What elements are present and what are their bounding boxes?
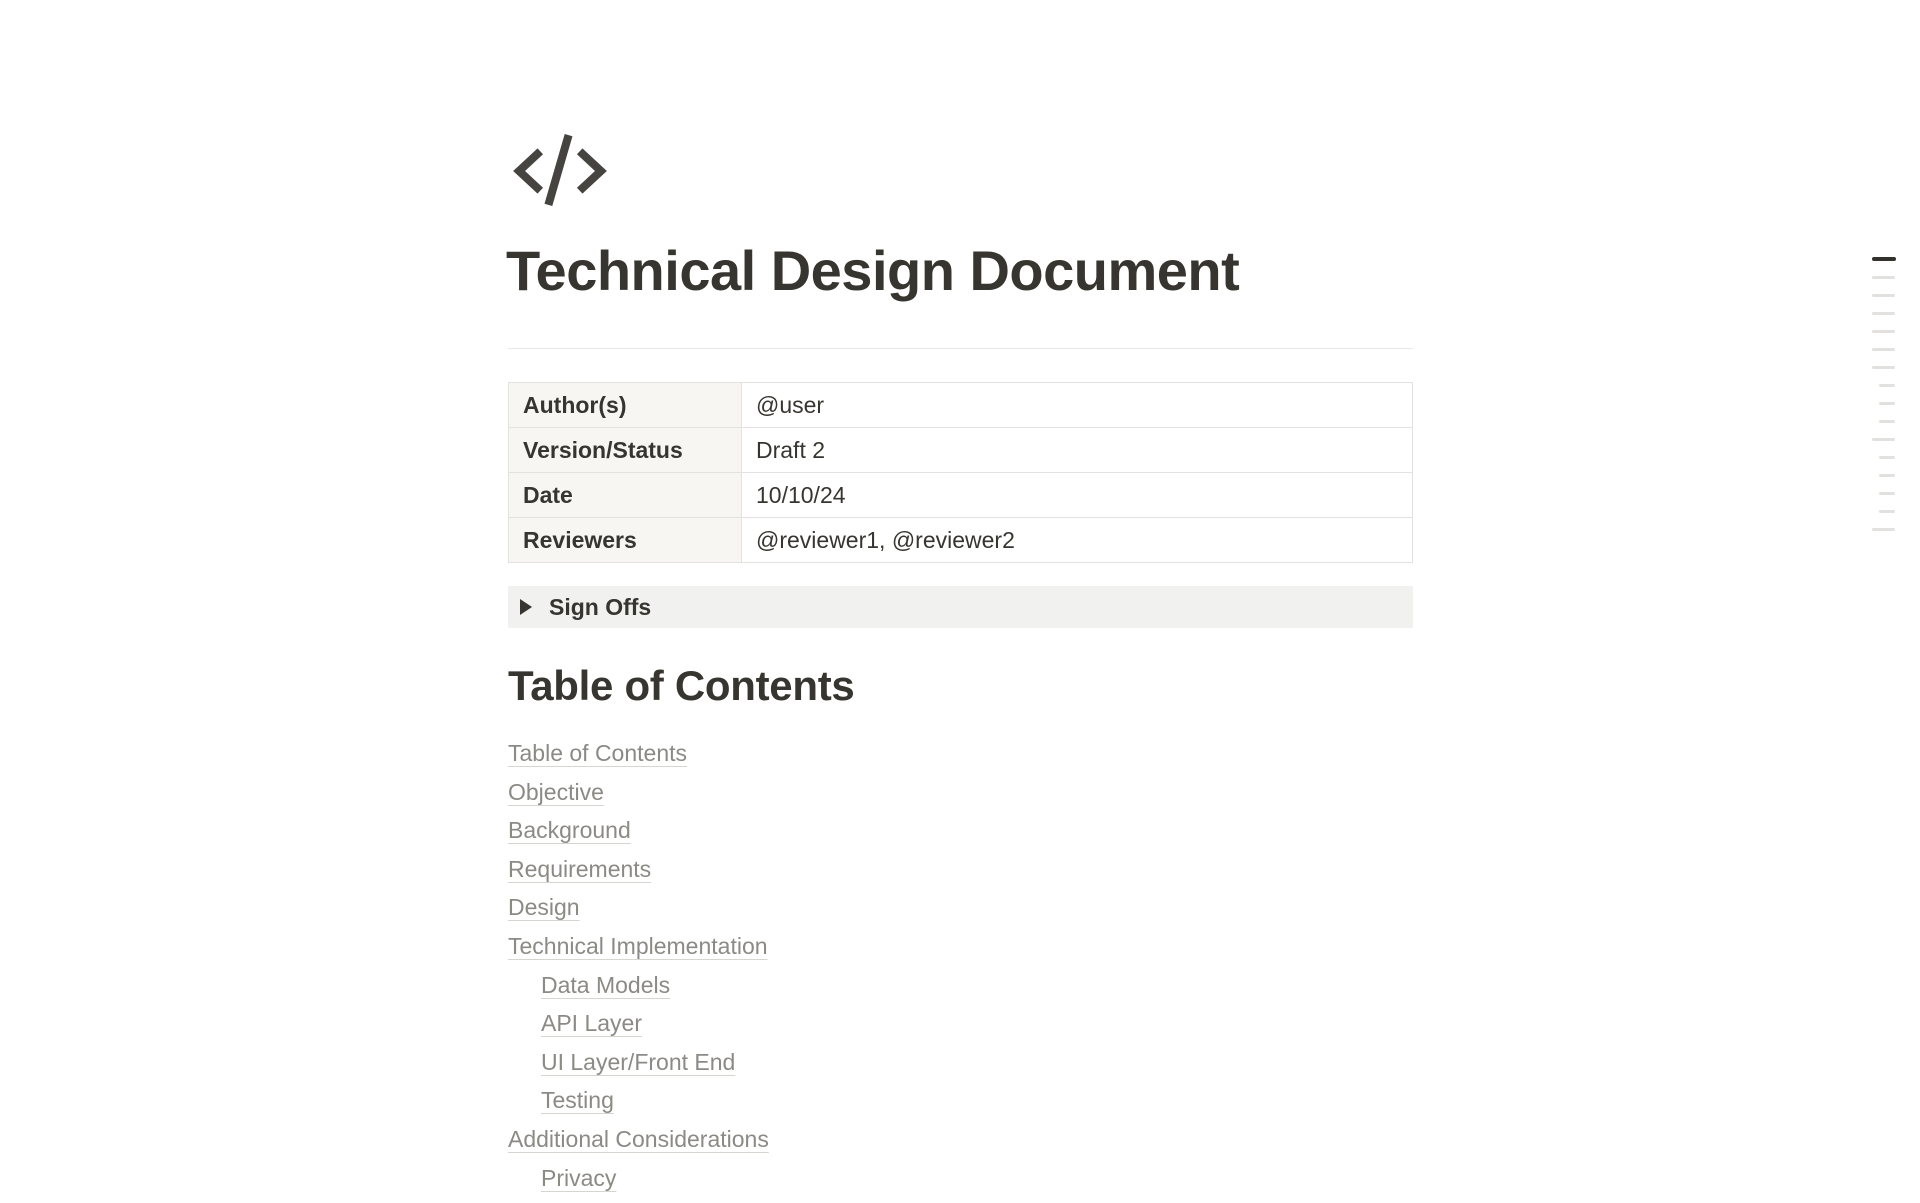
sign-offs-toggle[interactable]: [508, 586, 1413, 628]
outline-rail-dash[interactable]: [1872, 438, 1895, 441]
toc-item: [508, 894, 1413, 933]
properties-table: [508, 382, 1413, 563]
outline-rail-dash[interactable]: [1872, 366, 1895, 369]
property-label-cell[interactable]: Version/Status: [509, 428, 742, 473]
outline-rail-dash[interactable]: [1879, 474, 1895, 477]
toc-link[interactable]: Additional Considerations: [508, 1125, 769, 1152]
outline-rail-dash[interactable]: [1872, 348, 1895, 351]
outline-rail-dash[interactable]: [1879, 420, 1895, 423]
outline-rail-dash[interactable]: [1879, 510, 1895, 513]
table-row: [509, 383, 1413, 428]
toc-link[interactable]: API Layer: [541, 1010, 642, 1037]
toggle-label: Sign Offs: [549, 593, 652, 620]
toggle-arrow-icon[interactable]: [520, 599, 532, 615]
toc-item: [508, 779, 1413, 818]
toc-link[interactable]: Requirements: [508, 855, 652, 882]
toc-item: [508, 1126, 1413, 1165]
toc-link[interactable]: Objective: [508, 778, 604, 805]
toc-link[interactable]: Testing: [541, 1087, 614, 1114]
outline-rail-dash[interactable]: [1879, 384, 1895, 387]
outline-rail-dash[interactable]: [1879, 492, 1895, 495]
toc-link[interactable]: Table of Contents: [508, 740, 688, 766]
property-value-cell[interactable]: @user: [742, 383, 1413, 428]
outline-rail-dash[interactable]: [1872, 294, 1895, 297]
toc-item: [508, 817, 1413, 856]
outline-rail-dash[interactable]: [1872, 312, 1895, 315]
page-title[interactable]: Technical Design Document: [506, 239, 1240, 302]
divider: [508, 348, 1413, 349]
toc-heading: Table of Contents: [508, 662, 855, 709]
outline-rail-dash[interactable]: [1872, 330, 1895, 333]
outline-rail: [1872, 257, 1898, 531]
toc-item: [508, 1049, 1413, 1088]
toc-item: [508, 856, 1413, 895]
property-label-cell[interactable]: Author(s): [509, 383, 742, 428]
toc-link[interactable]: Design: [508, 894, 580, 921]
outline-rail-dash[interactable]: [1872, 276, 1895, 279]
property-value-cell[interactable]: 10/10/24: [742, 473, 1413, 518]
outline-rail-dash[interactable]: [1879, 456, 1895, 459]
toc-item: [508, 1010, 1413, 1049]
table-row: [509, 428, 1413, 473]
property-value-cell[interactable]: Draft 2: [742, 428, 1413, 473]
toc-link[interactable]: Data Models: [541, 971, 671, 998]
outline-rail-dash[interactable]: [1872, 528, 1895, 531]
toc-item: [508, 972, 1413, 1011]
toc-item: [508, 1087, 1413, 1126]
toc-item: [508, 1165, 1413, 1203]
toc-link[interactable]: UI Layer/Front End: [541, 1048, 736, 1075]
toc-item: [508, 933, 1413, 972]
table-row: [509, 473, 1413, 518]
table-row: [509, 518, 1413, 563]
toc-item: [508, 740, 1413, 779]
code-slash-icon: [512, 132, 608, 208]
outline-rail-dash[interactable]: [1872, 257, 1896, 261]
page-icon[interactable]: [512, 132, 608, 208]
property-value-cell[interactable]: @reviewer1, @reviewer2: [742, 518, 1413, 563]
outline-rail-dash[interactable]: [1879, 402, 1895, 405]
toc-list: [508, 740, 1413, 1203]
toc-link[interactable]: Technical Implementation: [508, 932, 768, 959]
property-label-cell[interactable]: Date: [509, 473, 742, 518]
toc-link[interactable]: Background: [508, 817, 631, 844]
toc-link[interactable]: Privacy: [541, 1164, 617, 1191]
property-label-cell[interactable]: Reviewers: [509, 518, 742, 563]
